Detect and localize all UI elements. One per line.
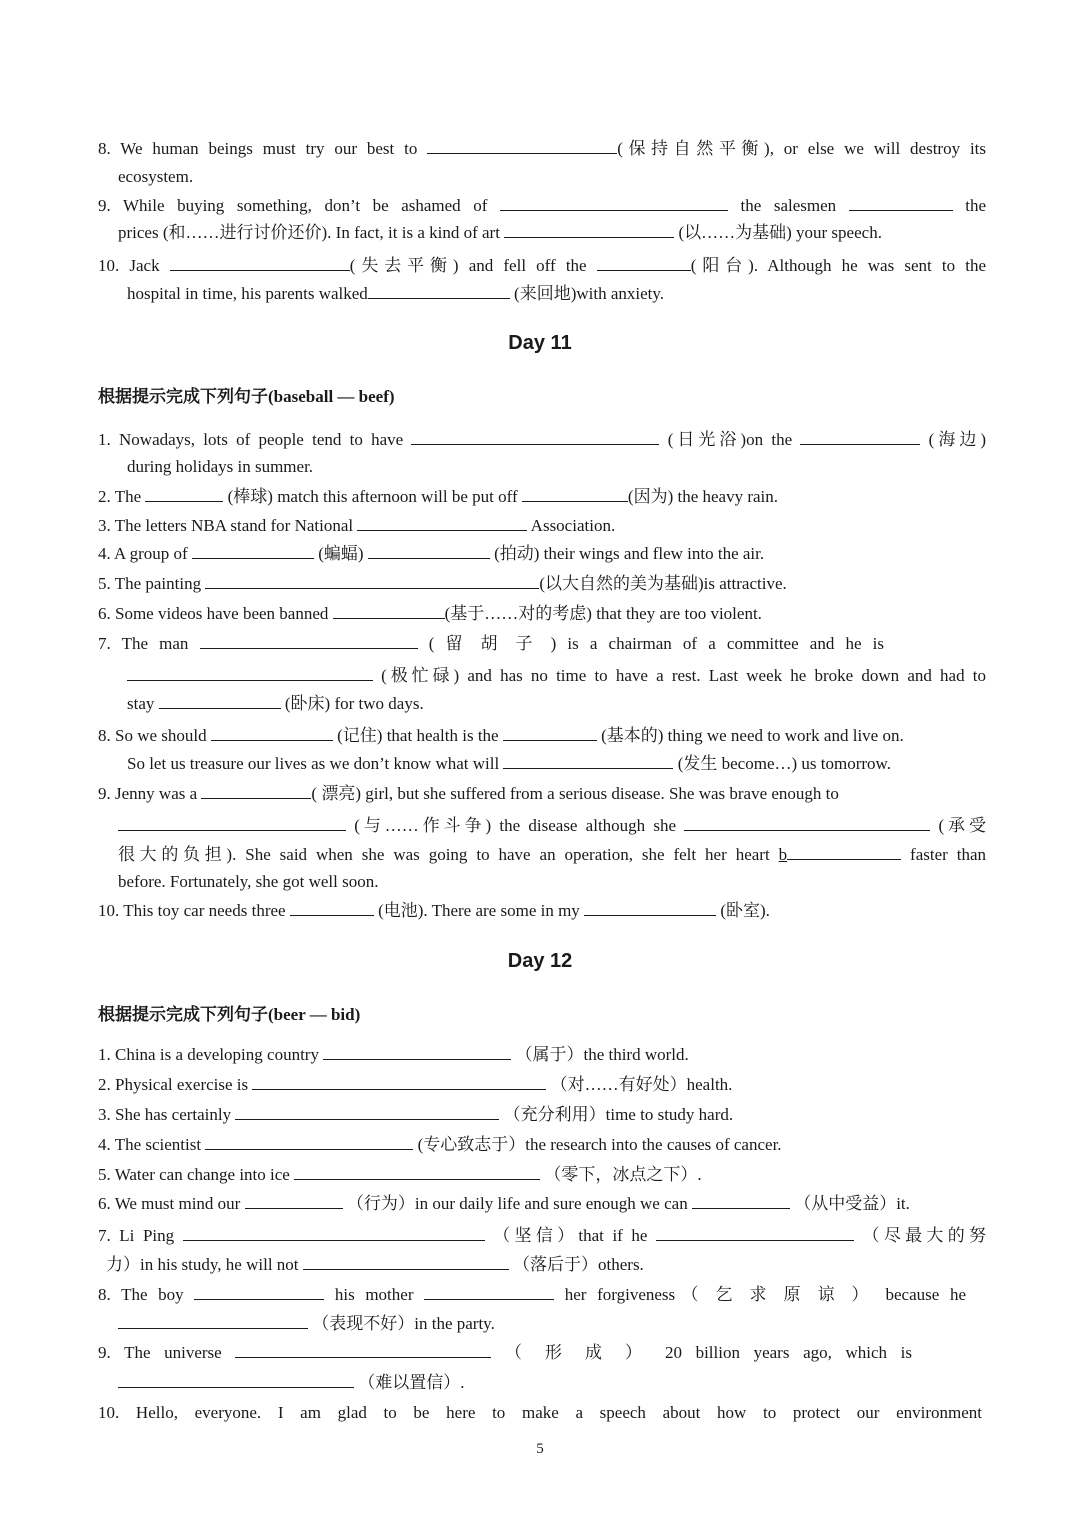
- d11-item-9-line3: 很大的负担). She said when she was going to have an operation, she felt her heart b faster than: [118, 845, 986, 864]
- answer-blank[interactable]: [235, 1103, 499, 1120]
- d11-item-8-line2: So let us treasure our lives as we don’t know what will (发生 become…) us tomorrow.: [127, 754, 891, 773]
- answer-blank[interactable]: [303, 1253, 509, 1270]
- answer-blank[interactable]: [323, 1043, 511, 1060]
- answer-blank[interactable]: [252, 1073, 546, 1090]
- d11-item-7-line2: (极忙碌) and has no time to have a rest. Last week he broke down and had to: [127, 664, 986, 687]
- answer-blank[interactable]: [170, 254, 350, 271]
- d11-item-5: 5. The painting (以大自然的美为基础)is attractive.: [98, 574, 787, 593]
- d11-item-8: 8. So we should (记住) that health is the (基本的) thing we need to work and live on.: [98, 726, 904, 745]
- d12-item-3: 3. She has certainly （充分利用）time to study hard.: [98, 1105, 734, 1124]
- answer-blank[interactable]: [290, 899, 374, 916]
- d11-item-4: 4. A group of (蝙蝠) (拍动) their wings and flew into the air.: [98, 544, 765, 563]
- answer-blank[interactable]: [424, 1283, 554, 1300]
- day-11-heading: Day 11: [508, 332, 572, 354]
- item-9-line1: 9. While buying something, don’t be ashamed of the salesmen the: [98, 196, 987, 215]
- answer-blank[interactable]: [200, 632, 418, 649]
- d12-item-7: 7. Li Ping （坚信）that if he （尽最大的努: [98, 1226, 987, 1245]
- answer-blank[interactable]: [503, 752, 673, 769]
- d11-item-3: 3. The letters NBA stand for National Association.: [98, 516, 616, 535]
- item-8-line2: ecosystem.: [118, 167, 194, 186]
- answer-blank[interactable]: [118, 1371, 354, 1388]
- d12-item-6: 6. We must mind our （行为）in our daily life and sure enough we can （从中受益）it.: [98, 1194, 910, 1213]
- answer-blank[interactable]: [333, 602, 445, 619]
- answer-blank[interactable]: [684, 814, 930, 831]
- answer-blank[interactable]: [368, 282, 510, 299]
- d11-item-9-line2: (与……作斗争) the disease although she (承受: [118, 814, 986, 837]
- answer-blank[interactable]: [205, 572, 539, 589]
- d12-item-5: 5. Water can change into ice （零下，冰点之下）.: [98, 1165, 702, 1184]
- answer-blank[interactable]: [584, 899, 716, 916]
- d11-item-2: 2. The (棒球) match this afternoon will be put off (因为) the heavy rain.: [98, 487, 779, 506]
- answer-blank[interactable]: [504, 221, 674, 238]
- d12-item-9-line2: （难以置信）.: [118, 1371, 465, 1394]
- day-12-instruction: 根据提示完成下列句子(beer — bid): [98, 1005, 361, 1024]
- d12-item-4: 4. The scientist (专心致志于）the research into the causes of cancer.: [98, 1135, 782, 1154]
- day-12-heading: Day 12: [507, 950, 573, 972]
- answer-blank[interactable]: [849, 194, 953, 211]
- answer-blank[interactable]: [159, 692, 281, 709]
- answer-blank[interactable]: [118, 1312, 308, 1329]
- d11-item-1: 1. Nowadays, lots of people tend to have (日光浴)on the (海边): [98, 430, 987, 449]
- item-10-line1: 10. Jack (失去平衡) and fell off the (阳台). Although he was sent to the: [98, 256, 987, 275]
- answer-blank[interactable]: [357, 514, 527, 531]
- answer-blank[interactable]: [192, 542, 314, 559]
- answer-blank[interactable]: [118, 814, 346, 831]
- d12-item-2: 2. Physical exercise is （对……有好处）health.: [98, 1075, 733, 1094]
- answer-blank[interactable]: [692, 1192, 790, 1209]
- answer-blank[interactable]: [127, 664, 373, 681]
- d11-item-9-line4: before. Fortunately, she got well soon.: [118, 872, 379, 891]
- answer-blank[interactable]: [656, 1224, 854, 1241]
- answer-blank[interactable]: [411, 428, 659, 445]
- d11-item-10: 10. This toy car needs three (电池). There are some in my (卧室).: [98, 901, 770, 920]
- answer-blank[interactable]: [503, 724, 597, 741]
- d12-item-10: 10. Hello, everyone. I am glad to be here to make a speech about how to protect our environment: [98, 1403, 982, 1422]
- item-8-line1: 8. We human beings must try our best to (保持自然平衡), or else we will destroy its: [98, 139, 987, 158]
- answer-blank[interactable]: [183, 1224, 485, 1241]
- answer-blank[interactable]: [294, 1163, 540, 1180]
- d11-item-1-line2: during holidays in summer.: [127, 457, 314, 476]
- answer-blank[interactable]: [368, 542, 490, 559]
- d12-item-9: 9. The universe （ 形 成 ） 20 billion years ago, which is: [98, 1343, 912, 1362]
- d11-item-7: 7. The man ( 留 胡 子 ) is a chairman of a committee and he is: [98, 634, 884, 653]
- d12-item-7-line2: 力）in his study, he will not （落后于）others.: [106, 1255, 644, 1274]
- answer-blank[interactable]: [245, 1192, 343, 1209]
- d11-item-7-line3: stay (卧床) for two days.: [127, 694, 424, 713]
- d12-item-1: 1. China is a developing country （属于）the third world.: [98, 1045, 689, 1064]
- answer-blank[interactable]: [800, 428, 920, 445]
- answer-blank[interactable]: [787, 843, 901, 860]
- answer-blank[interactable]: [194, 1283, 324, 1300]
- d11-item-9: 9. Jenny was a ( 漂亮) girl, but she suffered from a serious disease. She was brave enough to: [98, 784, 839, 803]
- answer-blank[interactable]: [427, 137, 617, 154]
- d11-item-6: 6. Some videos have been banned (基于……对的考虑) that they are too violent.: [98, 604, 762, 623]
- answer-blank[interactable]: [201, 782, 311, 799]
- page-number: 5: [536, 1441, 544, 1457]
- answer-blank[interactable]: [597, 254, 691, 271]
- answer-blank[interactable]: [522, 485, 628, 502]
- answer-blank[interactable]: [211, 724, 333, 741]
- answer-blank[interactable]: [205, 1133, 413, 1150]
- item-10-line2: hospital in time, his parents walked (来回地)with anxiety.: [127, 284, 665, 303]
- day-11-instruction: 根据提示完成下列句子(baseball — beef): [98, 387, 395, 406]
- answer-blank[interactable]: [235, 1341, 491, 1358]
- answer-blank[interactable]: [145, 485, 223, 502]
- item-9-line2: prices (和……进行讨价还价). In fact, it is a kind of art (以……为基础) your speech.: [118, 223, 882, 242]
- d12-item-8-line2: （表现不好）in the party.: [118, 1312, 495, 1335]
- answer-blank[interactable]: [500, 194, 728, 211]
- d12-item-8: 8. The boy his mother her forgiveness（ 乞 求 原 谅 ） because he: [98, 1285, 966, 1304]
